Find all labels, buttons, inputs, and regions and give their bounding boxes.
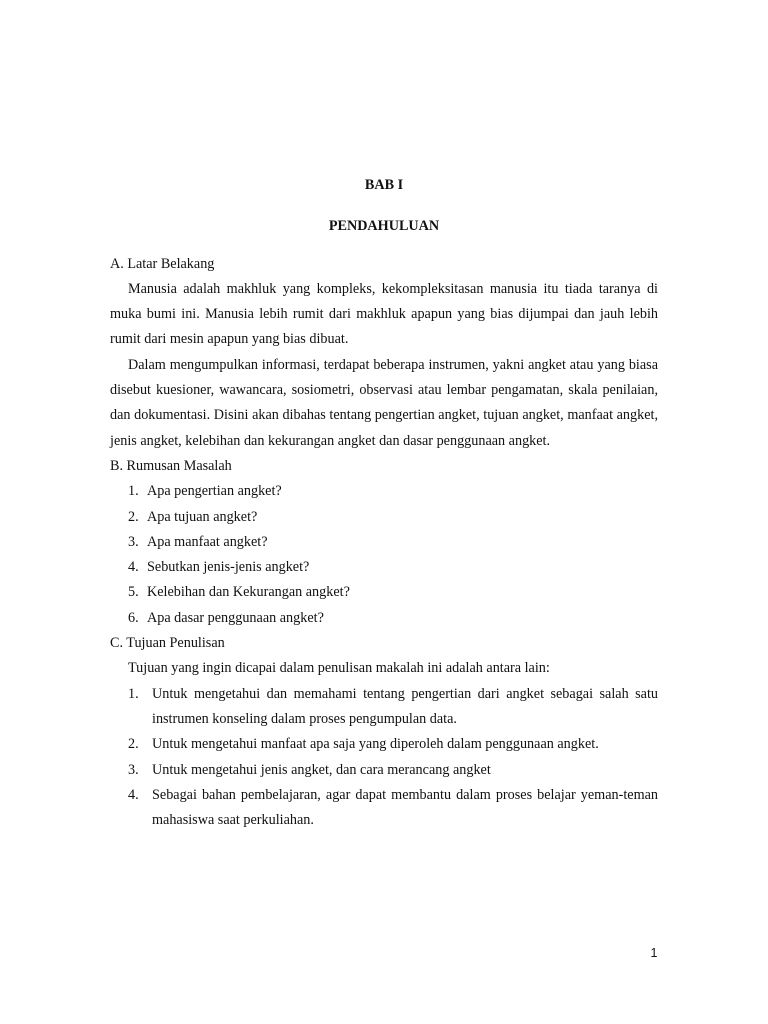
list-item-number: 6. (128, 609, 139, 626)
list-item-number: 3. (128, 533, 139, 550)
list-item-text: Apa manfaat angket? (147, 533, 268, 550)
section-heading-tujuan-penulisan: C. Tujuan Penulisan (110, 635, 225, 652)
list-item (128, 580, 658, 605)
tujuan-penulisan-list (110, 682, 658, 834)
section-heading-latar-belakang: A. Latar Belakang (110, 255, 215, 272)
tujuan-penulisan-intro: Tujuan yang ingin dicapai dalam penulisan makalah ini adalah antara lain: (128, 660, 550, 677)
list-item-text: Sebutkan jenis-jenis angket? (147, 559, 310, 576)
list-item (128, 758, 658, 783)
chapter-title: PENDAHULUAN (328, 218, 440, 235)
list-item-text: Sebagai bahan pembelajaran, agar dapat membantu dalam proses belajar yeman-teman mahasiswa saat perkuliahan. (152, 786, 658, 829)
list-item-text: Apa pengertian angket? (147, 483, 282, 500)
list-item-text: Untuk mengetahui dan memahami tentang pengertian dari angket sebagai salah satu instrumen konseling dalam proses pengumpulan data. (152, 685, 658, 727)
section-heading-rumusan-masalah: B. Rumusan Masalah (110, 457, 232, 474)
list-item-number: 2. (128, 736, 139, 753)
list-item (128, 505, 658, 530)
list-item-text: Apa tujuan angket? (147, 508, 258, 525)
list-item-number: 3. (128, 761, 139, 778)
paragraph-latar-belakang-1: Manusia adalah makhluk yang kompleks, kekompleksitasan manusia itu tiada taranya di muka bumi ini. Manusia lebih rumit dari makhluk apapun yang bias dijumpai dan jauh lebih rumit dari mesin apapun yang bias dibuat. (110, 280, 658, 348)
list-item-number: 4. (128, 786, 139, 803)
list-item (128, 555, 658, 580)
list-item (128, 732, 658, 757)
list-item (128, 606, 658, 631)
list-item (128, 783, 658, 834)
page-number: 1 (650, 946, 658, 960)
list-item-number: 2. (128, 508, 139, 525)
list-item-number: 4. (128, 559, 139, 576)
list-item-text: Apa dasar penggunaan angket? (147, 609, 324, 626)
page-content (110, 173, 658, 833)
list-item-number: 1. (128, 483, 139, 500)
list-item-text: Untuk mengetahui manfaat apa saja yang diperoleh dalam penggunaan angket. (152, 736, 599, 753)
list-item (128, 530, 658, 555)
list-item-text: Kelebihan dan Kekurangan angket? (147, 584, 350, 601)
list-item-number: 1. (128, 685, 139, 702)
list-item (128, 682, 658, 733)
list-item-number: 5. (128, 584, 139, 601)
rumusan-masalah-list (110, 479, 658, 631)
paragraph-latar-belakang-2: Dalam mengumpulkan informasi, terdapat beberapa instrumen, yakni angket atau yang biasa disebut kuesioner, wawancara, sosiometri, observasi atau lembar pengamatan, skala penilaian, dan dokumentasi. Disini akan dibahas tentang pengertian angket, tujuan angket, manfaat angket, jenis angket, kelebihan dan kekurangan angket dan dasar penggunaan angket. (110, 356, 658, 449)
list-item (128, 479, 658, 504)
chapter-heading: BAB I (364, 177, 404, 193)
list-item-text: Untuk mengetahui jenis angket, dan cara merancang angket (152, 761, 491, 778)
